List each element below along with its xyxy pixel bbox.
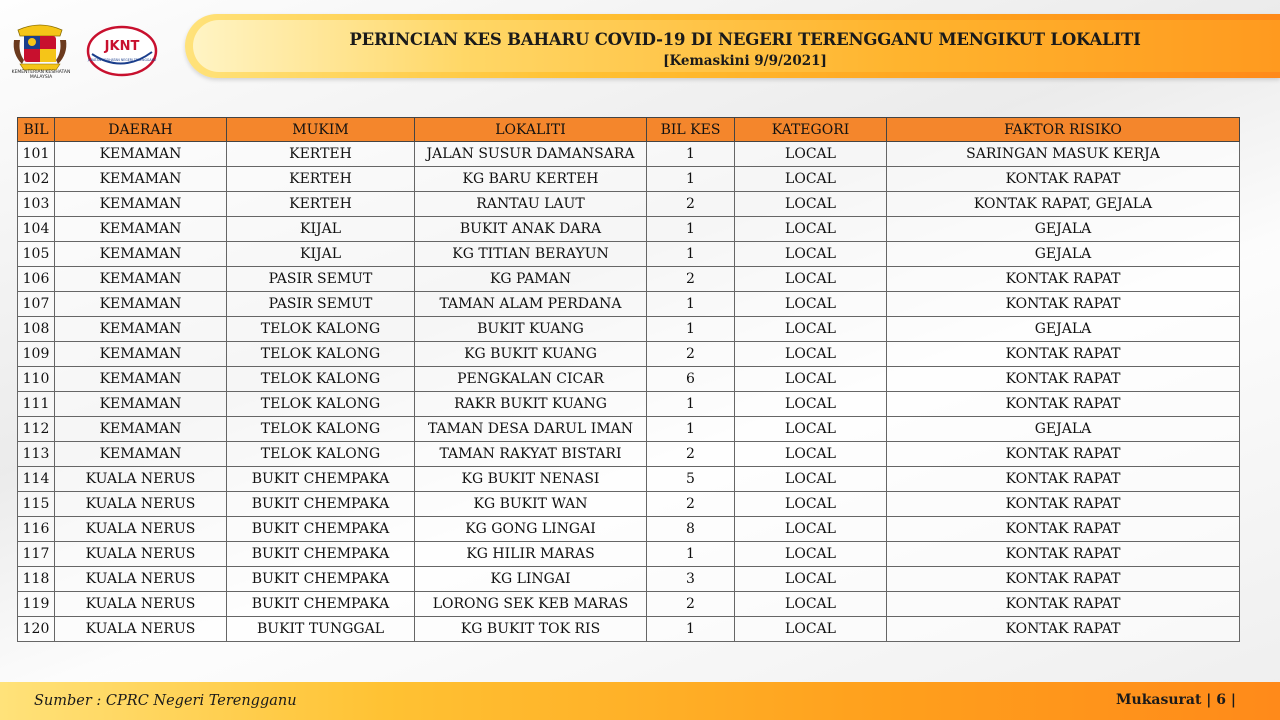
table-cell: LOCAL [735, 292, 887, 317]
table-cell: 1 [647, 242, 735, 267]
table-cell: KIJAL [227, 217, 415, 242]
table-cell: TELOK KALONG [227, 392, 415, 417]
table-row [18, 292, 1240, 317]
table-cell: KUALA NERUS [55, 467, 227, 492]
table-cell: BUKIT TUNGGAL [227, 617, 415, 642]
table-cell: KUALA NERUS [55, 542, 227, 567]
table-cell: KEMAMAN [55, 242, 227, 267]
table-cell: LOCAL [735, 367, 887, 392]
table-cell: LOCAL [735, 442, 887, 467]
table-cell: GEJALA [887, 242, 1240, 267]
column-header: KATEGORI [735, 118, 887, 142]
column-header: LOKALITI [415, 118, 647, 142]
table-cell: KUALA NERUS [55, 617, 227, 642]
table-cell: 109 [18, 342, 55, 367]
table-cell: KG LINGAI [415, 567, 647, 592]
page-subtitle: [Kemaskini 9/9/2021] [663, 53, 827, 69]
table-row [18, 517, 1240, 542]
table-cell: KONTAK RAPAT [887, 442, 1240, 467]
table-row [18, 442, 1240, 467]
table-cell: KONTAK RAPAT [887, 392, 1240, 417]
table-cell: KEMAMAN [55, 442, 227, 467]
table-cell: KG GONG LINGAI [415, 517, 647, 542]
table-cell: KG BUKIT WAN [415, 492, 647, 517]
table-cell: KONTAK RAPAT [887, 567, 1240, 592]
table-cell: 8 [647, 517, 735, 542]
table-cell: LOCAL [735, 142, 887, 167]
table-row [18, 567, 1240, 592]
table-cell: KEMAMAN [55, 267, 227, 292]
table-cell: LOCAL [735, 492, 887, 517]
table-cell: KEMAMAN [55, 192, 227, 217]
table-cell: KG BARU KERTEH [415, 167, 647, 192]
table-cell: 1 [647, 167, 735, 192]
table-cell: TAMAN DESA DARUL IMAN [415, 417, 647, 442]
column-header: BIL [18, 118, 55, 142]
table-cell: KEMAMAN [55, 142, 227, 167]
cases-table [17, 117, 1240, 642]
table-cell: 1 [647, 417, 735, 442]
table-cell: KONTAK RAPAT [887, 517, 1240, 542]
table-cell: KERTEH [227, 167, 415, 192]
column-header: FAKTOR RISIKO [887, 118, 1240, 142]
table-cell: 2 [647, 442, 735, 467]
table-cell: PASIR SEMUT [227, 267, 415, 292]
table-cell: LOCAL [735, 467, 887, 492]
table-cell: KEMAMAN [55, 342, 227, 367]
table-cell: 117 [18, 542, 55, 567]
table-cell: LOCAL [735, 592, 887, 617]
table-cell: 112 [18, 417, 55, 442]
table-cell: KUALA NERUS [55, 567, 227, 592]
column-header: BIL KES [647, 118, 735, 142]
table-cell: 106 [18, 267, 55, 292]
table-cell: 111 [18, 392, 55, 417]
table-row [18, 242, 1240, 267]
page-number: Mukasurat | 6 | [1116, 692, 1236, 708]
table-cell: LORONG SEK KEB MARAS [415, 592, 647, 617]
table-cell: RANTAU LAUT [415, 192, 647, 217]
table-cell: 110 [18, 367, 55, 392]
table-cell: 120 [18, 617, 55, 642]
jknt-logo-text: JKNT [104, 39, 140, 54]
table-row [18, 542, 1240, 567]
table-cell: LOCAL [735, 517, 887, 542]
table-cell: TAMAN RAKYAT BISTARI [415, 442, 647, 467]
table-cell: KIJAL [227, 242, 415, 267]
table-cell: 1 [647, 617, 735, 642]
table-cell: 1 [647, 142, 735, 167]
table-cell: 1 [647, 392, 735, 417]
table-cell: TELOK KALONG [227, 342, 415, 367]
table-cell: LOCAL [735, 217, 887, 242]
table-row [18, 142, 1240, 167]
table-row [18, 592, 1240, 617]
table-cell: GEJALA [887, 317, 1240, 342]
column-header: DAERAH [55, 118, 227, 142]
table-header-row [18, 118, 1240, 142]
table-cell: 1 [647, 542, 735, 567]
table-cell: GEJALA [887, 217, 1240, 242]
table-cell: TELOK KALONG [227, 417, 415, 442]
table-row [18, 617, 1240, 642]
table-cell: KG PAMAN [415, 267, 647, 292]
table-cell: BUKIT CHEMPAKA [227, 467, 415, 492]
table-cell: SARINGAN MASUK KERJA [887, 142, 1240, 167]
table-cell: KG HILIR MARAS [415, 542, 647, 567]
table-row [18, 417, 1240, 442]
table-cell: KEMAMAN [55, 167, 227, 192]
table-cell: KEMAMAN [55, 292, 227, 317]
table-cell: LOCAL [735, 342, 887, 367]
table-cell: KEMAMAN [55, 317, 227, 342]
table-cell: 107 [18, 292, 55, 317]
table-cell: 2 [647, 592, 735, 617]
table-cell: 2 [647, 192, 735, 217]
table-cell: KG TITIAN BERAYUN [415, 242, 647, 267]
table-row [18, 467, 1240, 492]
table-cell: 2 [647, 492, 735, 517]
table-cell: KONTAK RAPAT [887, 542, 1240, 567]
table-cell: KONTAK RAPAT, GEJALA [887, 192, 1240, 217]
table-cell: BUKIT KUANG [415, 317, 647, 342]
table-cell: LOCAL [735, 242, 887, 267]
table-cell: KONTAK RAPAT [887, 167, 1240, 192]
table-cell: 1 [647, 217, 735, 242]
table-cell: LOCAL [735, 617, 887, 642]
table-body [18, 142, 1240, 642]
table-cell: BUKIT CHEMPAKA [227, 567, 415, 592]
table-cell: TAMAN ALAM PERDANA [415, 292, 647, 317]
table-cell: KEMAMAN [55, 392, 227, 417]
table-cell: KG BUKIT KUANG [415, 342, 647, 367]
table-cell: 115 [18, 492, 55, 517]
table-row [18, 367, 1240, 392]
table-cell: 119 [18, 592, 55, 617]
table-row [18, 392, 1240, 417]
table-cell: 114 [18, 467, 55, 492]
table-cell: LOCAL [735, 317, 887, 342]
table-cell: KONTAK RAPAT [887, 592, 1240, 617]
table-cell: LOCAL [735, 542, 887, 567]
table-cell: KONTAK RAPAT [887, 267, 1240, 292]
table-cell: 104 [18, 217, 55, 242]
table-row [18, 317, 1240, 342]
table-cell: KG BUKIT NENASI [415, 467, 647, 492]
table-row [18, 267, 1240, 292]
table-cell: 116 [18, 517, 55, 542]
table-cell: KONTAK RAPAT [887, 617, 1240, 642]
table-row [18, 192, 1240, 217]
table-cell: 113 [18, 442, 55, 467]
table-cell: TELOK KALONG [227, 317, 415, 342]
table-cell: RAKR BUKIT KUANG [415, 392, 647, 417]
table-cell: PENGKALAN CICAR [415, 367, 647, 392]
table-cell: 3 [647, 567, 735, 592]
table-cell: BUKIT ANAK DARA [415, 217, 647, 242]
table-cell: KG BUKIT TOK RIS [415, 617, 647, 642]
table-cell: 5 [647, 467, 735, 492]
table-cell: 101 [18, 142, 55, 167]
table-cell: JALAN SUSUR DAMANSARA [415, 142, 647, 167]
table-cell: KUALA NERUS [55, 492, 227, 517]
table-cell: 2 [647, 342, 735, 367]
table-cell: LOCAL [735, 192, 887, 217]
table-cell: 2 [647, 267, 735, 292]
table-cell: 102 [18, 167, 55, 192]
table-cell: 105 [18, 242, 55, 267]
table-cell: TELOK KALONG [227, 367, 415, 392]
table-row [18, 217, 1240, 242]
table-cell: LOCAL [735, 267, 887, 292]
table-cell: BUKIT CHEMPAKA [227, 592, 415, 617]
table-cell: KONTAK RAPAT [887, 492, 1240, 517]
source-note: Sumber : CPRC Negeri Terengganu [34, 693, 297, 709]
table-cell: LOCAL [735, 417, 887, 442]
table-cell: BUKIT CHEMPAKA [227, 517, 415, 542]
table-cell: KONTAK RAPAT [887, 367, 1240, 392]
table-cell: KERTEH [227, 192, 415, 217]
table-cell: 1 [647, 292, 735, 317]
table-cell: KONTAK RAPAT [887, 292, 1240, 317]
table-row [18, 492, 1240, 517]
table-cell: LOCAL [735, 567, 887, 592]
ministry-caption: KEMENTERIAN KESIHATAN MALAYSIA [11, 70, 71, 80]
table-cell: BUKIT CHEMPAKA [227, 542, 415, 567]
table-row [18, 167, 1240, 192]
table-cell: LOCAL [735, 167, 887, 192]
table-cell: 103 [18, 192, 55, 217]
table-cell: 6 [647, 367, 735, 392]
jknt-logo [84, 24, 160, 78]
table-cell: 1 [647, 317, 735, 342]
page-title: PERINCIAN KES BAHARU COVID-19 DI NEGERI TERENGGANU MENGIKUT LOKALITI [349, 30, 1141, 49]
column-header: MUKIM [227, 118, 415, 142]
table-cell: 118 [18, 567, 55, 592]
table-cell: KONTAK RAPAT [887, 342, 1240, 367]
table-cell: 108 [18, 317, 55, 342]
table-cell: PASIR SEMUT [227, 292, 415, 317]
table-cell: KERTEH [227, 142, 415, 167]
table-cell: GEJALA [887, 417, 1240, 442]
table-row [18, 342, 1240, 367]
table-cell: KEMAMAN [55, 217, 227, 242]
table-cell: KONTAK RAPAT [887, 467, 1240, 492]
table-cell: BUKIT CHEMPAKA [227, 492, 415, 517]
table-cell: LOCAL [735, 392, 887, 417]
table-cell: KEMAMAN [55, 367, 227, 392]
table-cell: KUALA NERUS [55, 592, 227, 617]
jknt-logo-caption: JABATAN KESIHATAN NEGERI TERENGGANU [87, 58, 157, 62]
table-cell: KEMAMAN [55, 417, 227, 442]
table-cell: KUALA NERUS [55, 517, 227, 542]
table-cell: TELOK KALONG [227, 442, 415, 467]
